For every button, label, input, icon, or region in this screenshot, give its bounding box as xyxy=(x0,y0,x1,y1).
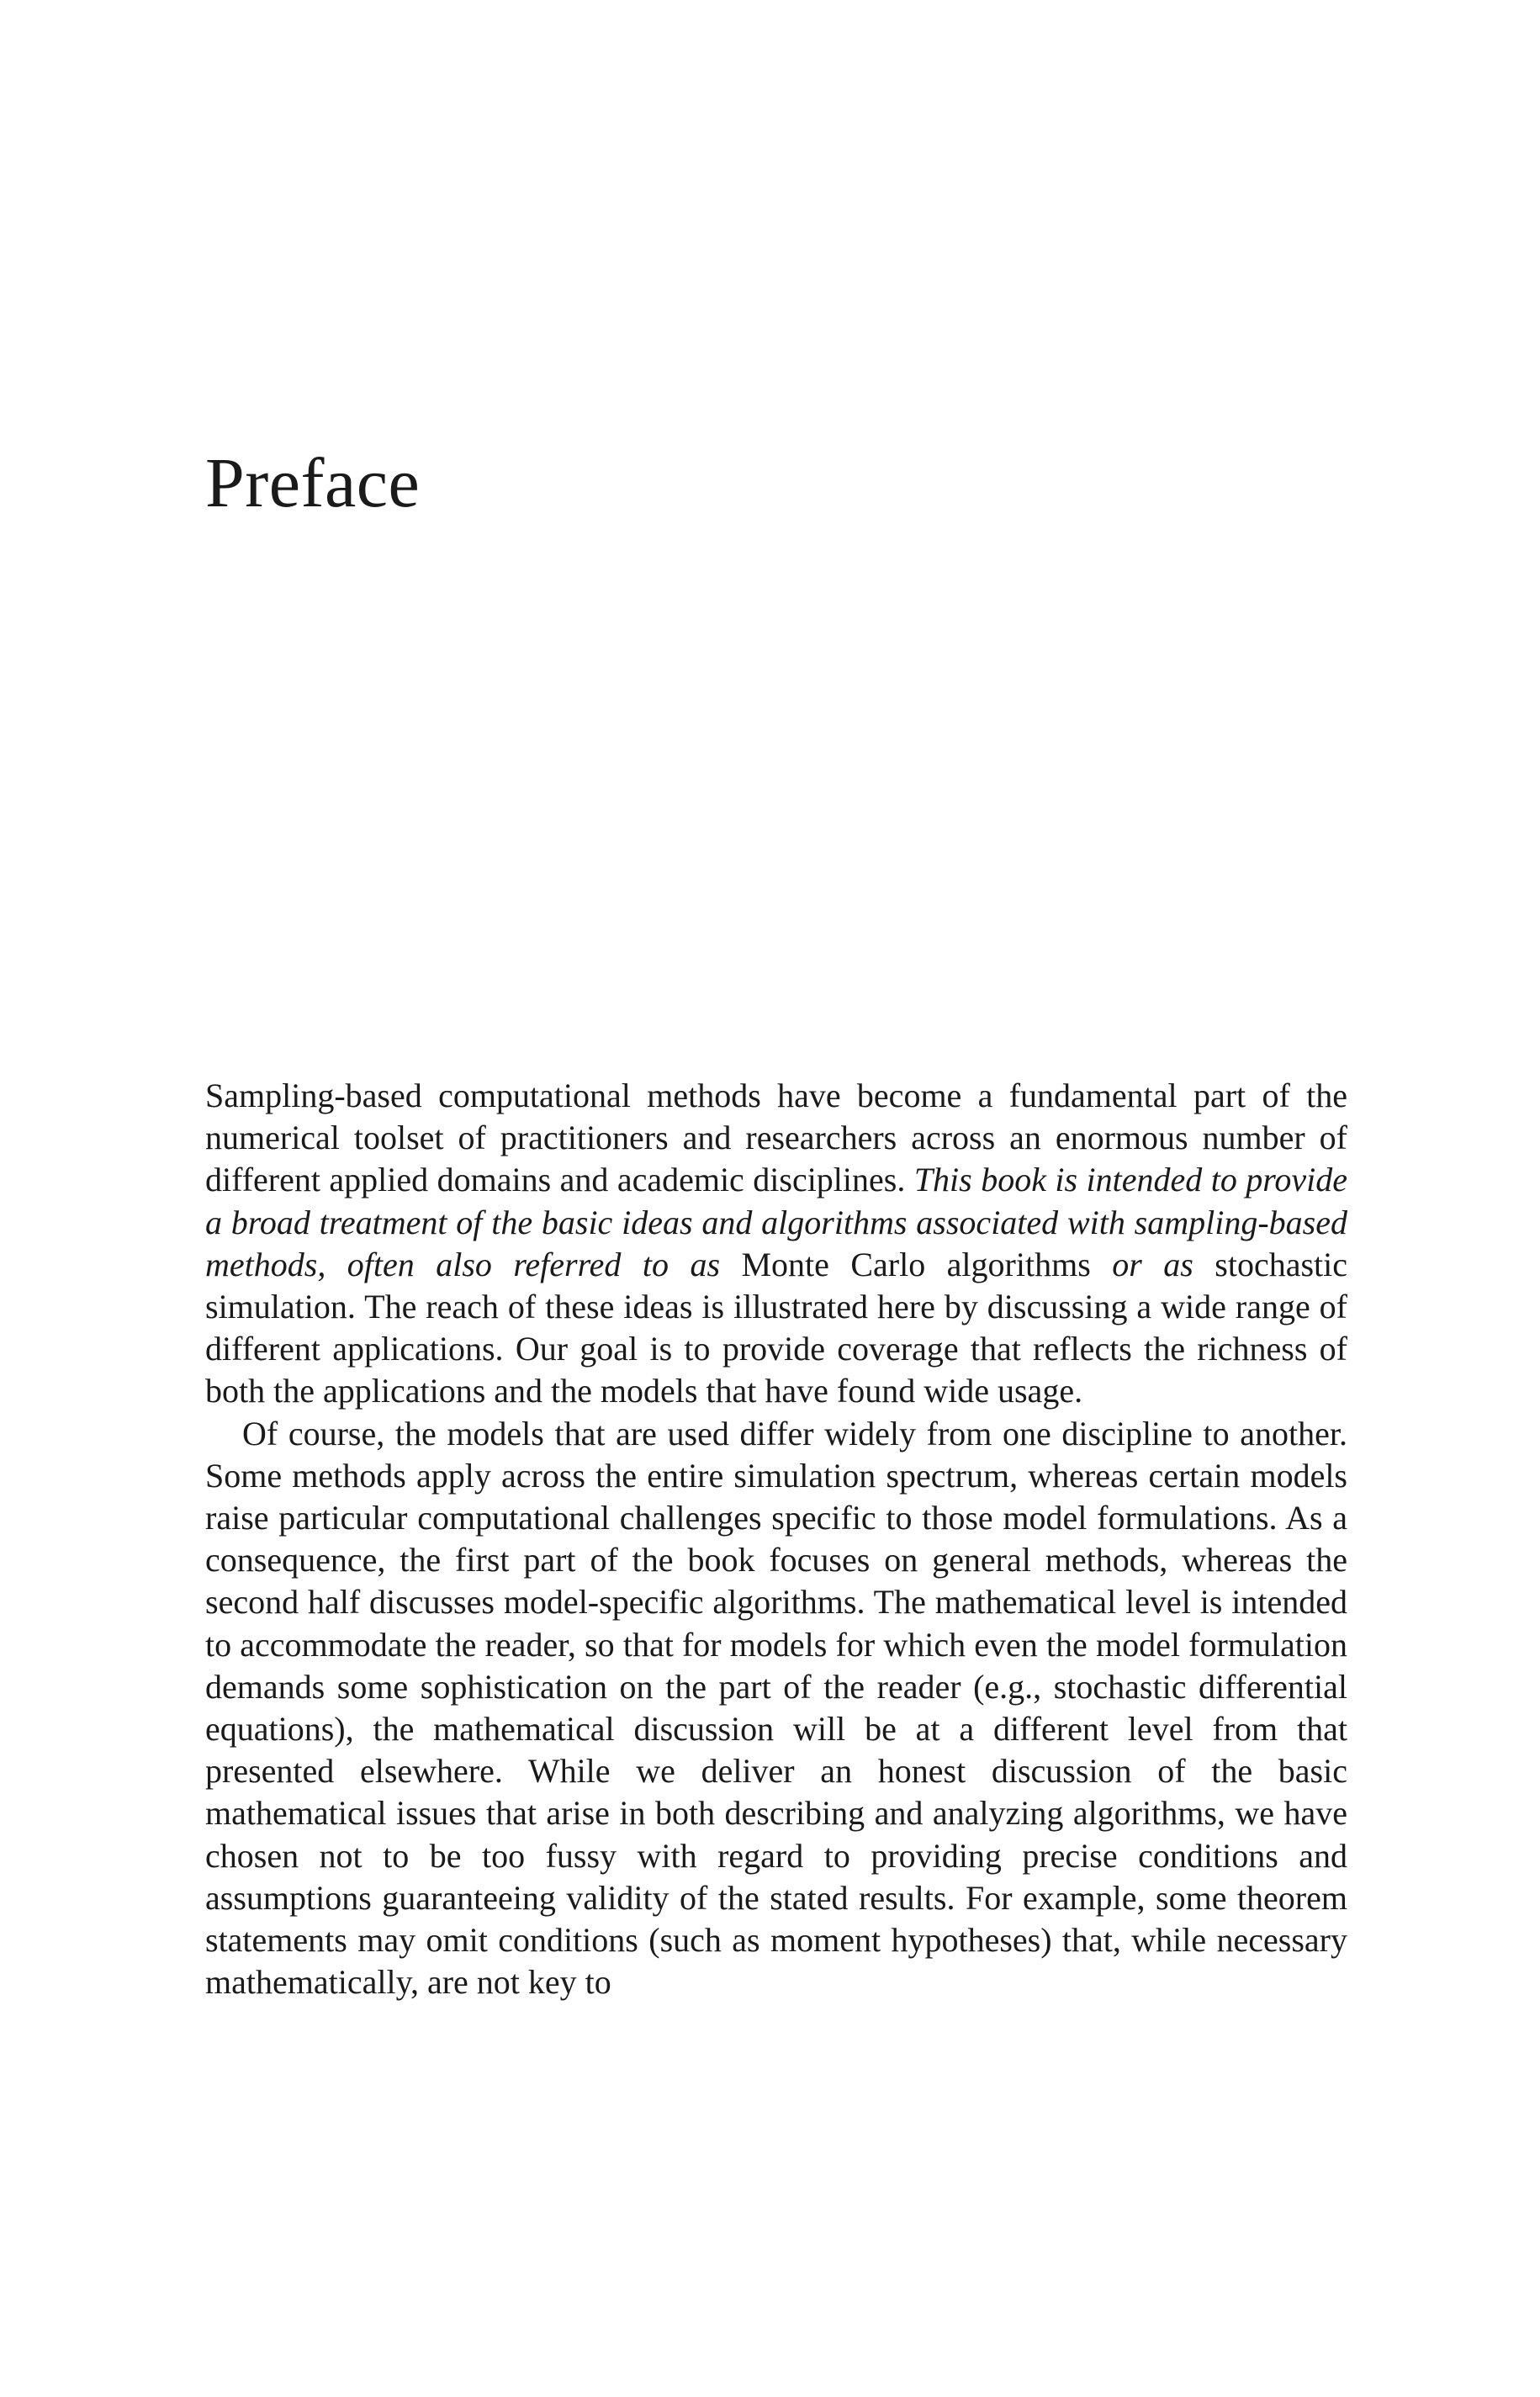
preface-body xyxy=(205,1075,1347,2003)
paragraph-1-segment: Sampling-based computational methods have become a fundamental part of the numerical toolset of practitioners and researchers across an enormous number of different applied domains and academic disciplines. xyxy=(205,1077,1347,1199)
paragraph-1-segment: or as xyxy=(1112,1245,1193,1283)
paragraph-1 xyxy=(205,1075,1347,1413)
paragraph-2-segment: Of course, the models that are used differ widely from one discipline to another. Some methods apply across the entire simulation spectrum, whereas certain models raise particular computational challenges specific to those model formulations. As a consequence, the first part of the book focuses on general methods, whereas the second half discusses model-specific algorithms. The mathematical level is intended to accommodate the reader, so that for models for which even the model formulation demands some sophistication on the part of the reader (e.g., stochastic differential equations), the mathematical discussion will be at a different level from that presented elsewhere. While we deliver an honest discussion of the basic mathematical issues that arise in both describing and analyzing algorithms, we have chosen not to be too fussy with regard to providing precise conditions and assumptions guaranteeing validity of the stated results. For example, some theorem statements may omit conditions (such as moment hypotheses) that, while necessary mathematically, are not key to xyxy=(205,1414,1347,2002)
paragraph-1-segment: This book is intended to provide a broad treatment of the basic ideas and algorithms associated with sampling-based methods, often also referred to as xyxy=(205,1161,1347,1283)
chapter-title: Preface xyxy=(205,444,421,522)
paragraph-1-segment: Monte Carlo algorithms xyxy=(720,1245,1113,1283)
paragraph-1-segment: stochastic simulation. The reach of these ideas is illustrated here by discussing a wide range of different applications. Our goal is to provide coverage that reflects the richness of both the applications and the models that have found wide usage. xyxy=(205,1245,1348,1410)
paragraph-2 xyxy=(205,1413,1347,2004)
